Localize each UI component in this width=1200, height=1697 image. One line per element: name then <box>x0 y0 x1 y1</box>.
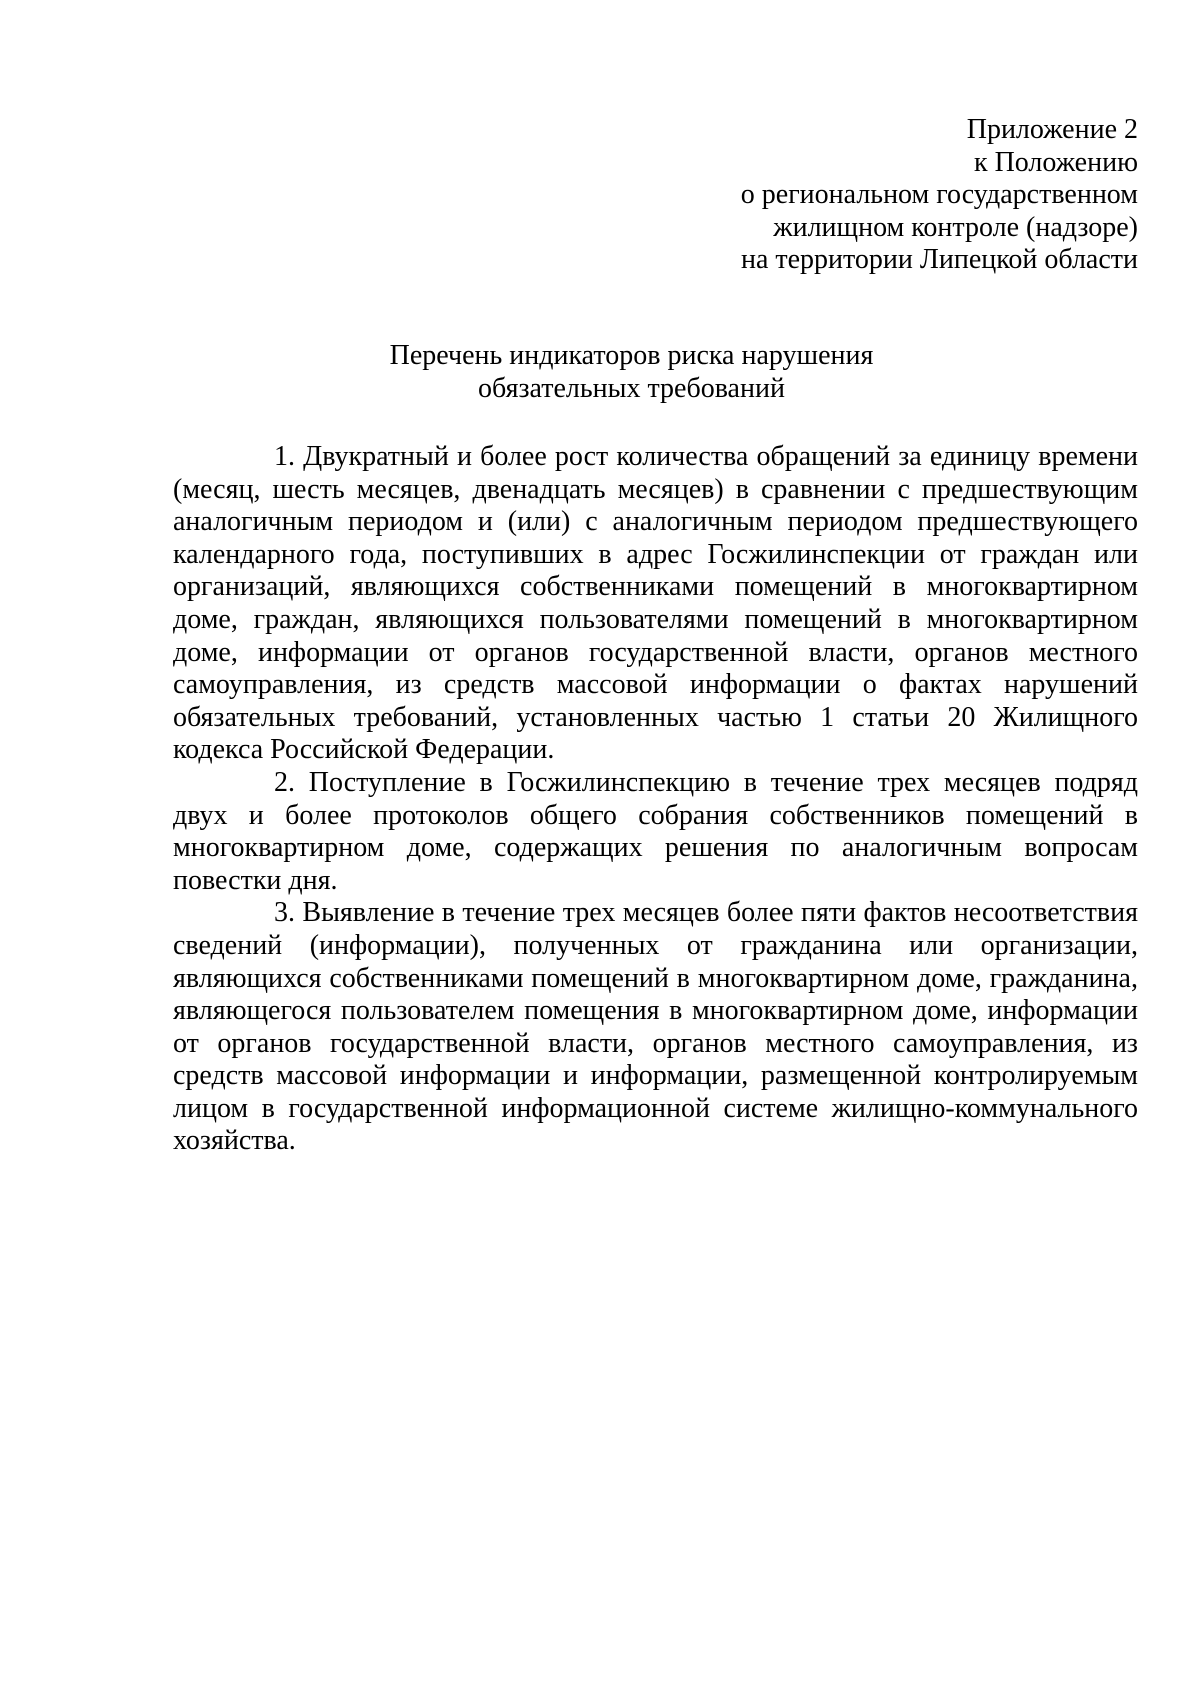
title-line: Перечень индикаторов риска нарушения <box>389 340 874 371</box>
paragraph-item-3: 3. Выявление в течение трех месяцев более пяти фактов несоответствия сведений (информации), полученных от гражданина или организации, являющихся собственниками помещений в многоквартирном доме, гражданина, являющегося пользователем помещения в многоквартирном доме, информации от органов государственной власти, органов местного самоуправления, из средств массовой информации и информации, размещенной контролируемым лицом в государственной информационной системе жилищно-коммунального хозяйства. <box>173 897 1138 1157</box>
appendix-header <box>538 114 1138 277</box>
document-body <box>173 441 1138 1158</box>
document-title <box>0 339 1200 405</box>
paragraph-item-2: 2. Поступление в Госжилинспекцию в течение трех месяцев подряд двух и более протоколов общего собрания собственников помещений в многоквартирном доме, содержащих решения по аналогичным вопросам повестки дня. <box>173 766 1138 896</box>
title-line: обязательных требований <box>478 373 785 404</box>
appendix-line: Приложение 2 <box>966 114 1138 145</box>
appendix-line: жилищном контроле (надзоре) <box>773 211 1138 243</box>
appendix-line: на территории Липецкой области <box>740 244 1138 275</box>
paragraph-item-1: 1. Двукратный и более рост количества обращений за единицу времени (месяц, шесть месяцев, двенадцать месяцев) в сравнении с предшествующим аналогичным периодом и (или) с аналогичным периодом предшествующего календарного года, поступивших в адрес Госжилинспекции от граждан или организаций, являющихся собственниками помещений в многоквартирном доме, граждан, являющихся пользователями помещений в многоквартирном доме, информации от органов государственной власти, органов местного самоуправления, из средств массовой информации о фактах нарушений обязательных требований, установленных частью 1 статьи 20 Жилищного кодекса Российской Федерации. <box>173 441 1138 766</box>
appendix-line: к Положению <box>973 146 1138 178</box>
appendix-line: о региональном государственном <box>740 179 1138 210</box>
